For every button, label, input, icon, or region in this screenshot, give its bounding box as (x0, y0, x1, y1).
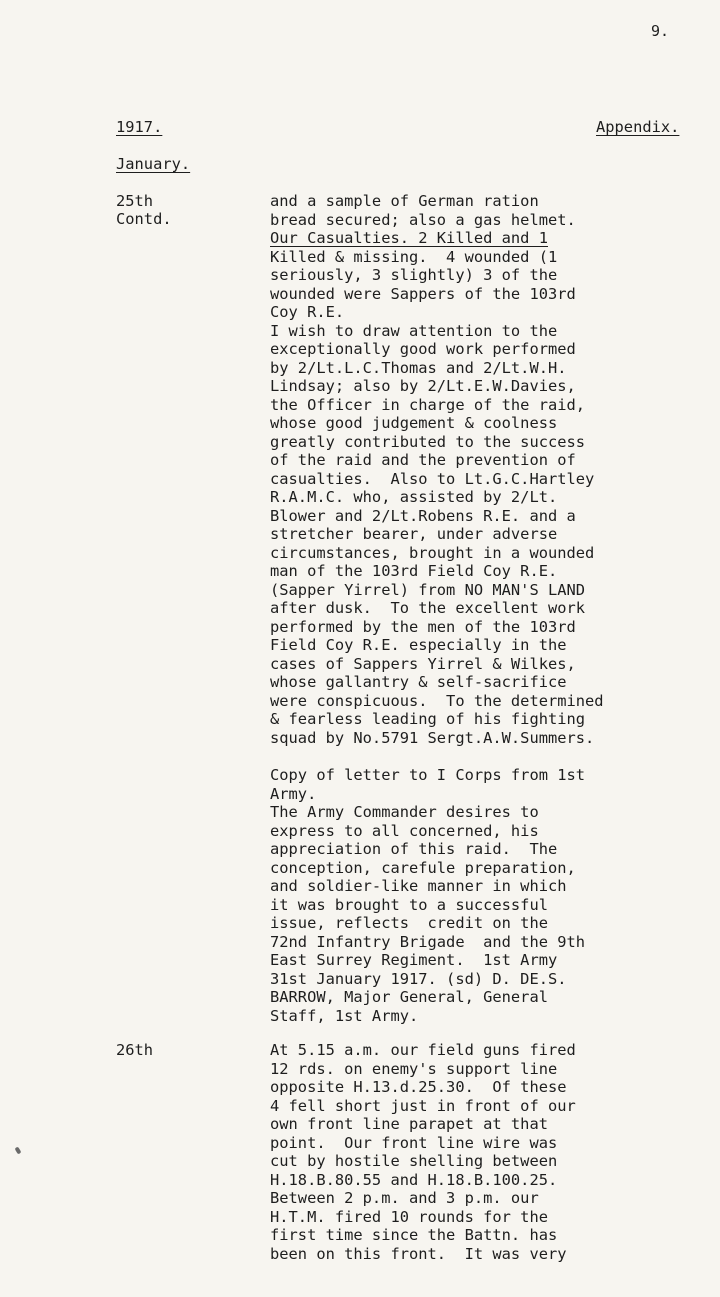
entry-date: 26th (116, 1041, 154, 1059)
text-line: after dusk. To the excellent work (270, 599, 586, 617)
text-line: and soldier-like manner in which (270, 877, 567, 895)
text-line: 31st January 1917. (sd) D. DE.S. (270, 969, 567, 988)
text-line: exceptionally good work performed (270, 340, 576, 358)
text-line: Staff, 1st Army. (270, 1006, 419, 1025)
text-line: point. Our front line wire was (270, 1133, 558, 1152)
text-line: I wish to draw attention to the (270, 321, 558, 340)
text-line: & fearless leading of his fighting (270, 710, 586, 728)
text-line: bread secured; also a gas helmet. (270, 210, 576, 229)
text-line: been on this front. It was very (270, 1244, 567, 1263)
text-line: man of the 103rd Field Coy R.E. (270, 562, 558, 580)
text-line: Copy of letter to I Corps from 1st (270, 766, 586, 784)
text-line: cut by hostile shelling between (270, 1152, 558, 1170)
text-line: The Army Commander desires to (270, 803, 539, 821)
appendix-heading: Appendix. (596, 118, 680, 136)
text-line: casualties. Also to Lt.G.C.Hartley (270, 469, 595, 488)
text-line: circumstances, brought in a wounded (270, 543, 595, 562)
ink-mark (15, 1146, 22, 1154)
text-line: it was brought to a successful (270, 895, 548, 914)
text-line: Lindsay; also by 2/Lt.E.W.Davies, (270, 377, 576, 395)
text-line: squad by No.5791 Sergt.A.W.Summers. (270, 728, 595, 747)
text-line: At 5.15 a.m. our field guns fired (270, 1041, 576, 1059)
text-line: 72nd Infantry Brigade and the 9th (270, 932, 586, 951)
text-line: H.T.M. fired 10 rounds for the (270, 1207, 548, 1226)
text-line: 12 rds. on enemy's support line (270, 1059, 558, 1078)
page-number: 9. (651, 22, 670, 40)
casualties-heading: Our Casualties. 2 Killed and 1 (270, 229, 548, 247)
entry-date-continued: Contd. (116, 210, 172, 228)
text-line: express to all concerned, his (270, 821, 539, 840)
text-line: Field Coy R.E. especially in the (270, 636, 567, 654)
text-line: appreciation of this raid. The (270, 840, 558, 858)
letter-copy-block (270, 766, 710, 1025)
text-line: first time since the Battn. has (270, 1226, 558, 1244)
entry-date: 25th (116, 192, 154, 210)
text-line: own front line parapet at that (270, 1115, 548, 1133)
text-line: seriously, 3 slightly) 3 of the (270, 266, 558, 284)
text-line: East Surrey Regiment. 1st Army (270, 951, 558, 969)
month-heading: January. (116, 155, 191, 173)
text-line: stretcher bearer, under adverse (270, 525, 558, 543)
text-line: the Officer in charge of the raid, (270, 395, 586, 414)
text-line: BARROW, Major General, General (270, 988, 548, 1006)
text-line: cases of Sappers Yirrel & Wilkes, (270, 654, 576, 673)
text-line: whose gallantry & self-sacrifice (270, 673, 567, 691)
text-line: Killed & missing. 4 wounded (1 (270, 247, 558, 266)
text-line: H.18.B.80.55 and H.18.B.100.25. (270, 1170, 558, 1189)
text-line: Army. (270, 784, 317, 803)
text-line: and a sample of German ration (270, 192, 539, 210)
text-line: issue, reflects credit on the (270, 914, 548, 932)
text-line: performed by the men of the 103rd (270, 617, 576, 636)
text-line: wounded were Sappers of the 103rd (270, 284, 576, 303)
text-line: R.A.M.C. who, assisted by 2/Lt. (270, 488, 558, 506)
text-line: opposite H.13.d.25.30. Of these (270, 1078, 567, 1096)
text-line: were conspicuous. To the determined (270, 691, 604, 710)
year-heading: 1917. (116, 118, 163, 136)
text-line: whose good judgement & coolness (270, 414, 558, 432)
text-line: conception, carefule preparation, (270, 858, 576, 877)
text-line: Blower and 2/Lt.Robens R.E. and a (270, 506, 576, 525)
text-line: 4 fell short just in front of our (270, 1096, 576, 1115)
text-line: Coy R.E. (270, 303, 345, 321)
text-line: by 2/Lt.L.C.Thomas and 2/Lt.W.H. (270, 358, 567, 377)
text-line: greatly contributed to the success (270, 432, 586, 451)
text-line: (Sapper Yirrel) from NO MAN'S LAND (270, 580, 586, 599)
entry-text-block (270, 192, 710, 747)
text-line: Between 2 p.m. and 3 p.m. our (270, 1189, 539, 1207)
entry-text-block (270, 1041, 710, 1263)
text-line-casualties (270, 229, 710, 248)
text-line: of the raid and the prevention of (270, 451, 576, 469)
